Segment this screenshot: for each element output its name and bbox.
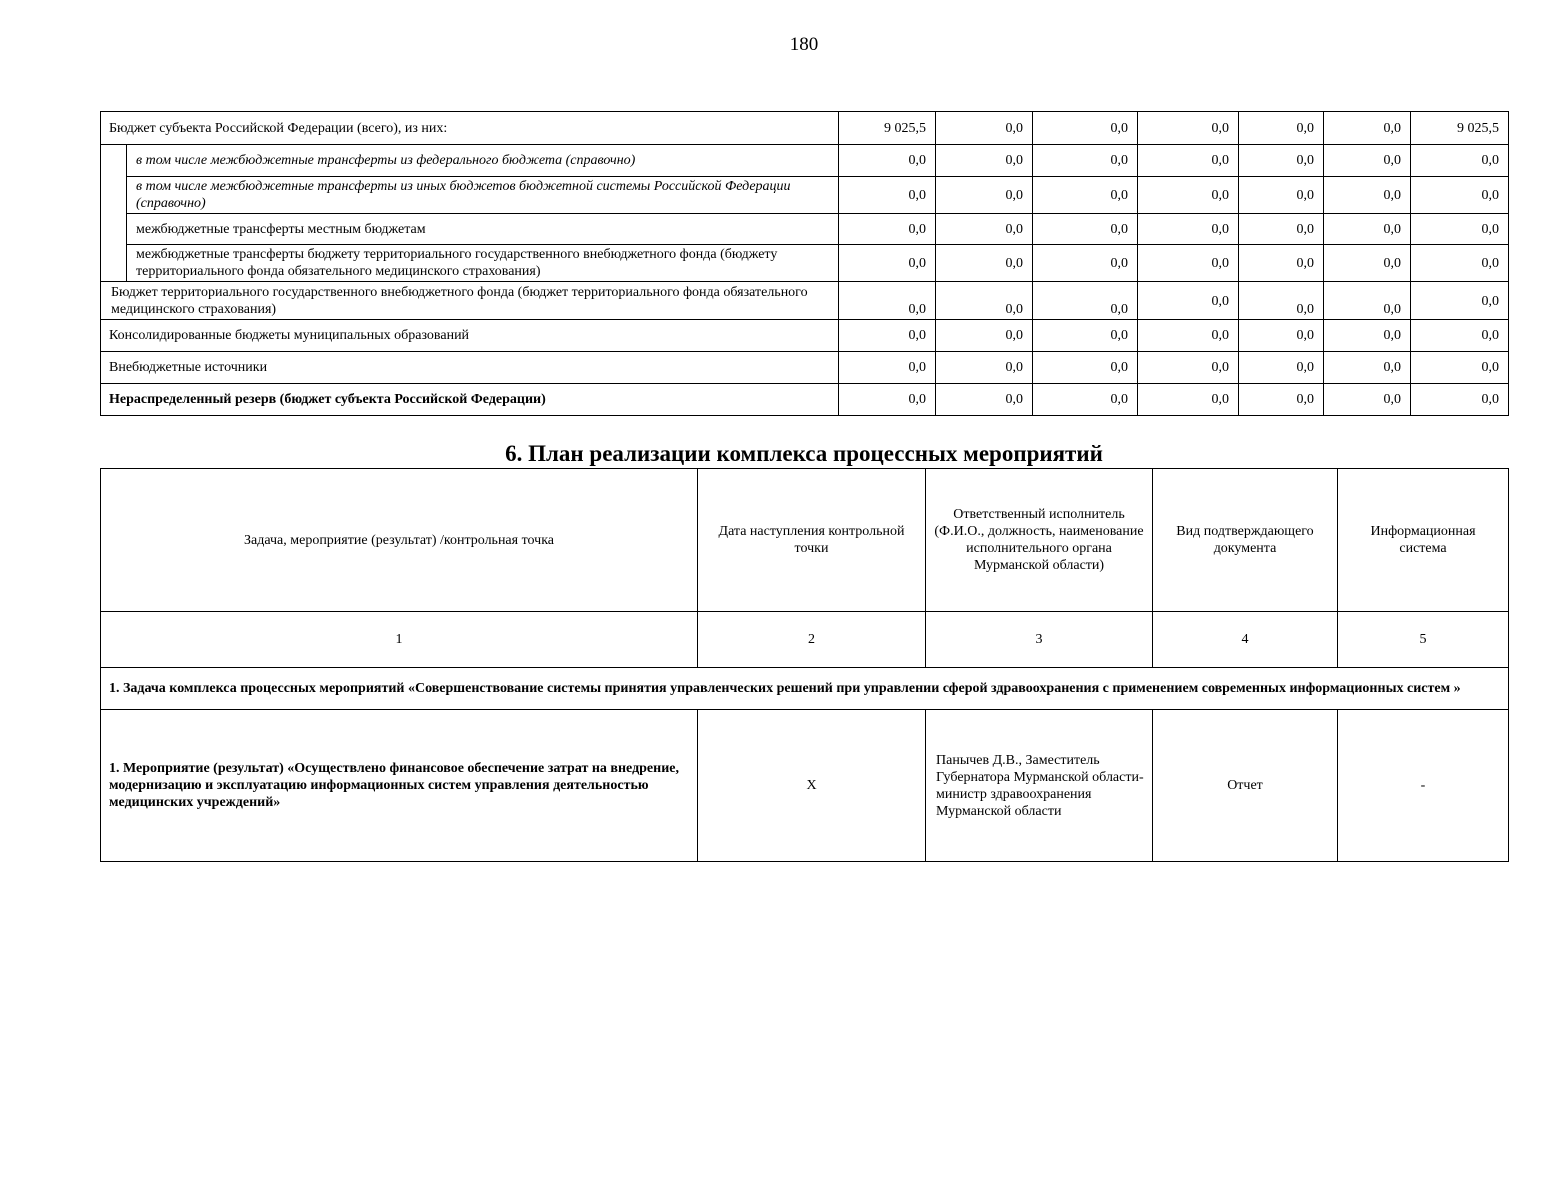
budget-value-cell: 0,0 — [1239, 384, 1324, 416]
column-number: 1 — [101, 612, 698, 668]
budget-value-cell: 0,0 — [936, 352, 1033, 384]
budget-value-cell: 0,0 — [1033, 112, 1138, 145]
budget-value-cell: 0,0 — [839, 145, 936, 177]
measure-name: 1. Мероприятие (результат) «Осуществлено финансовое обеспечение затрат на внедрение, модернизацию и эксплуатацию информационных систем управления деятельностью медицинских учреждений» — [101, 710, 698, 862]
budget-value-cell: 0,0 — [1138, 177, 1239, 214]
budget-value-cell: 0,0 — [1411, 245, 1509, 282]
budget-row — [101, 352, 1509, 384]
budget-value-cell: 0,0 — [1411, 145, 1509, 177]
budget-value-cell: 0,0 — [839, 320, 936, 352]
budget-value-cell: 0,0 — [1138, 214, 1239, 245]
budget-value-cell: 0,0 — [936, 214, 1033, 245]
budget-value-cell: 0,0 — [839, 245, 936, 282]
budget-row-label: Внебюджетные источники — [101, 352, 839, 384]
budget-value-cell: 0,0 — [1239, 352, 1324, 384]
budget-value-cell: 0,0 — [1411, 214, 1509, 245]
column-number: 4 — [1153, 612, 1338, 668]
header-responsible: Ответственный исполнитель (Ф.И.О., должность, наименование исполнительного органа Мурманской области) — [926, 469, 1153, 612]
budget-row-label: межбюджетные трансферты местным бюджетам — [127, 214, 839, 245]
header-system: Информационная система — [1338, 469, 1509, 612]
budget-value-cell: 0,0 — [839, 177, 936, 214]
budget-value-cell: 0,0 — [839, 384, 936, 416]
measure-system: - — [1338, 710, 1509, 862]
budget-value-cell: 0,0 — [936, 245, 1033, 282]
budget-row — [101, 177, 1509, 214]
page-number: 180 — [789, 34, 819, 55]
budget-value-cell: 0,0 — [1411, 177, 1509, 214]
budget-value-cell: 0,0 — [1324, 352, 1411, 384]
column-number: 2 — [698, 612, 926, 668]
budget-value-cell: 0,0 — [1033, 177, 1138, 214]
budget-value-cell: 0,0 — [1324, 320, 1411, 352]
budget-value-cell: 0,0 — [1239, 282, 1324, 320]
budget-row — [101, 320, 1509, 352]
measure-date: X — [698, 710, 926, 862]
budget-value-cell: 0,0 — [1411, 282, 1509, 320]
task-text: 1. Задача комплекса процессных мероприятий «Совершенствование системы принятия управленческих решений при управлении сферой здравоохранения с применением современных информационных систем » — [101, 668, 1509, 710]
budget-value-cell: 0,0 — [1239, 320, 1324, 352]
budget-value-cell: 0,0 — [1138, 320, 1239, 352]
header-document: Вид подтверждающего документа — [1153, 469, 1338, 612]
budget-value-cell: 0,0 — [1324, 282, 1411, 320]
budget-value-cell: 0,0 — [1324, 384, 1411, 416]
budget-value-cell: 0,0 — [1033, 320, 1138, 352]
budget-value-cell: 0,0 — [936, 112, 1033, 145]
budget-row — [101, 282, 1509, 320]
budget-value-cell: 0,0 — [936, 177, 1033, 214]
measure-row — [101, 710, 1509, 862]
budget-value-cell: 0,0 — [1324, 177, 1411, 214]
budget-value-cell: 0,0 — [1239, 214, 1324, 245]
budget-value-cell: 0,0 — [1239, 245, 1324, 282]
budget-value-cell: 0,0 — [1138, 145, 1239, 177]
budget-value-cell: 0,0 — [839, 214, 936, 245]
budget-value-cell: 0,0 — [1324, 145, 1411, 177]
task-row — [101, 668, 1509, 710]
measure-document: Отчет — [1153, 710, 1338, 862]
budget-row-label: в том числе межбюджетные трансферты из федерального бюджета (справочно) — [127, 145, 839, 177]
budget-value-cell: 0,0 — [1138, 384, 1239, 416]
indent-cell — [101, 145, 127, 282]
budget-value-cell: 0,0 — [936, 282, 1033, 320]
budget-value-cell: 0,0 — [1239, 177, 1324, 214]
budget-value-cell: 9 025,5 — [839, 112, 936, 145]
budget-value-cell: 0,0 — [1138, 112, 1239, 145]
budget-row — [101, 214, 1509, 245]
budget-value-cell: 0,0 — [1033, 282, 1138, 320]
column-number-row — [101, 612, 1509, 668]
budget-row — [101, 384, 1509, 416]
budget-value-cell: 0,0 — [1411, 384, 1509, 416]
budget-value-cell: 0,0 — [1239, 145, 1324, 177]
plan-table — [100, 468, 1509, 862]
budget-value-cell: 0,0 — [1411, 320, 1509, 352]
budget-row-label: в том числе межбюджетные трансферты из иных бюджетов бюджетной системы Российской Федерации (справочно) — [127, 177, 839, 214]
budget-row — [101, 112, 1509, 145]
budget-row-label: Бюджет субъекта Российской Федерации (всего), из них: — [101, 112, 839, 145]
plan-header-row — [101, 469, 1509, 612]
header-task: Задача, мероприятие (результат) /контрольная точка — [101, 469, 698, 612]
budget-value-cell: 0,0 — [1324, 245, 1411, 282]
budget-row-label: Консолидированные бюджеты муниципальных образований — [101, 320, 839, 352]
budget-value-cell: 0,0 — [839, 282, 936, 320]
column-number: 3 — [926, 612, 1153, 668]
budget-value-cell: 0,0 — [1138, 352, 1239, 384]
budget-value-cell: 0,0 — [936, 145, 1033, 177]
budget-row — [101, 245, 1509, 282]
budget-value-cell: 0,0 — [1239, 112, 1324, 145]
budget-value-cell: 0,0 — [936, 320, 1033, 352]
budget-value-cell: 0,0 — [1033, 245, 1138, 282]
budget-value-cell: 0,0 — [1138, 282, 1239, 320]
budget-value-cell: 0,0 — [1324, 214, 1411, 245]
budget-row-label: Бюджет территориального государственного внебюджетного фонда (бюджет территориального фонда обязательного медицинского страхования) — [101, 282, 839, 320]
budget-value-cell: 0,0 — [839, 352, 936, 384]
budget-value-cell: 0,0 — [1138, 245, 1239, 282]
section-title: 6. План реализации комплекса процессных мероприятий — [505, 441, 1103, 466]
budget-value-cell: 0,0 — [1033, 214, 1138, 245]
budget-row-label: межбюджетные трансферты бюджету территориального государственного внебюджетного фонда (бюджету территориального фонда обязательного медицинского страхования) — [127, 245, 839, 282]
budget-value-cell: 0,0 — [1033, 145, 1138, 177]
budget-table — [100, 111, 1509, 416]
budget-value-cell: 0,0 — [936, 384, 1033, 416]
header-date: Дата наступления контрольной точки — [698, 469, 926, 612]
budget-value-cell: 0,0 — [1033, 384, 1138, 416]
budget-row-label: Нераспределенный резерв (бюджет субъекта Российской Федерации) — [101, 384, 839, 416]
budget-value-cell: 0,0 — [1033, 352, 1138, 384]
budget-value-cell: 0,0 — [1324, 112, 1411, 145]
measure-responsible: Панычев Д.В., Заместитель Губернатора Мурманской области-министр здравоохранения Мурманской области — [926, 710, 1153, 862]
budget-value-cell: 9 025,5 — [1411, 112, 1509, 145]
column-number: 5 — [1338, 612, 1509, 668]
budget-row — [101, 145, 1509, 177]
budget-value-cell: 0,0 — [1411, 352, 1509, 384]
